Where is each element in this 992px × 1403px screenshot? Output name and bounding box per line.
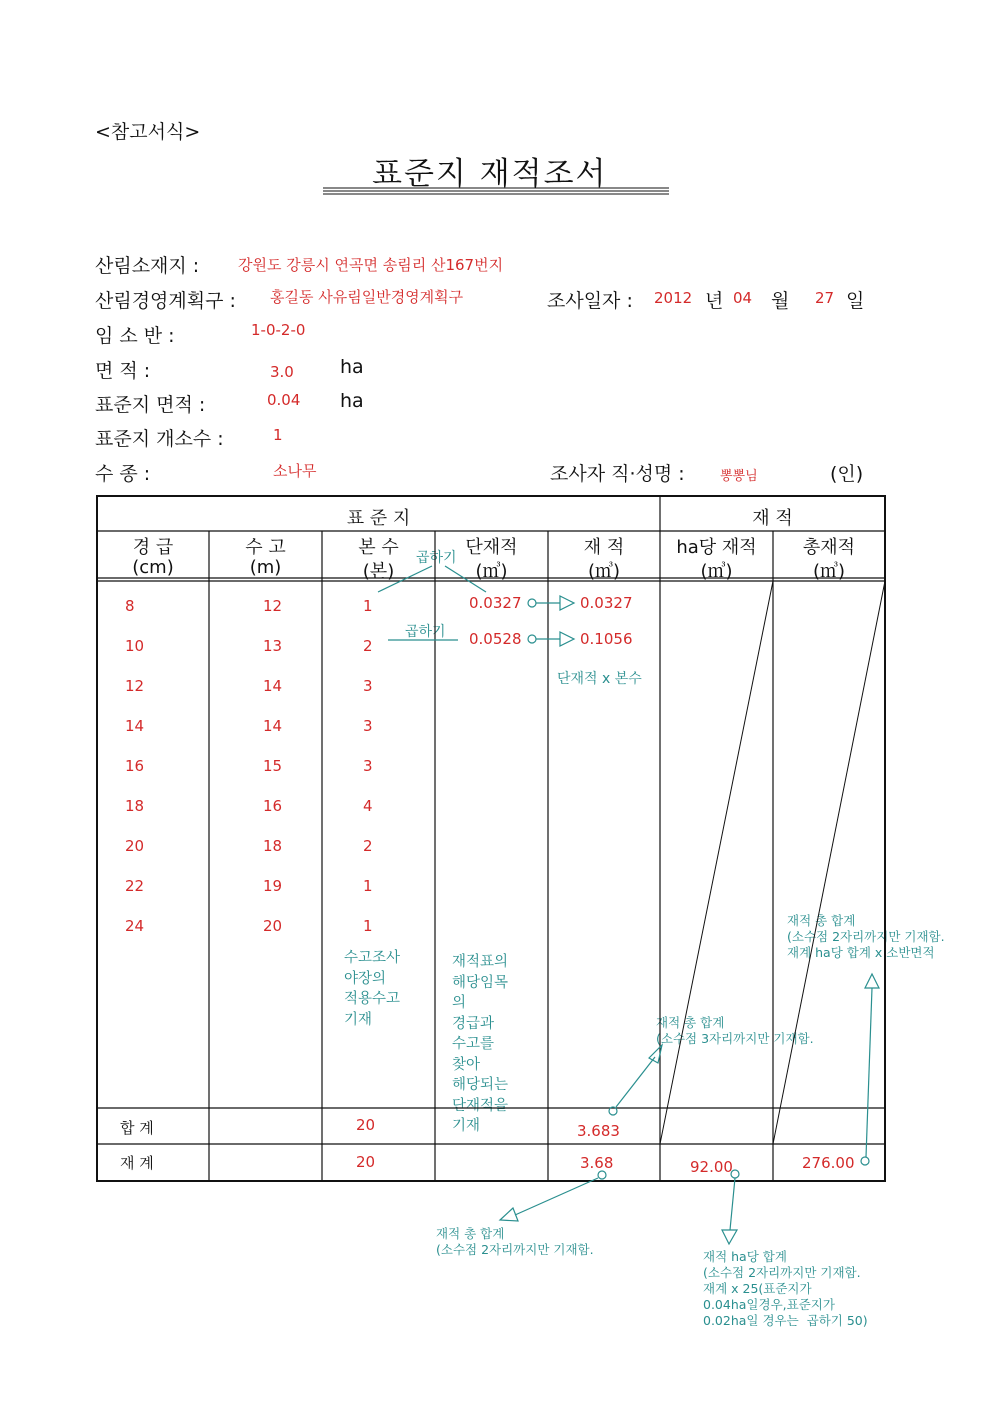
area-unit: ha: [340, 356, 364, 378]
final-total-volume: 276.00: [802, 1154, 855, 1172]
plot-count-label: 표준지 개소수 :: [95, 428, 224, 450]
count-cell: 1: [363, 917, 373, 935]
per-ha-note: 재적 ha당 합계 (소수점 2자리까지만 기재함. 재계 x 25(표준지가 0.04ha일경우,표준지가 0.02ha일 경우는 곱하기 50): [703, 1249, 868, 1328]
final-count: 20: [356, 1153, 376, 1171]
col-unit-count: (본): [362, 561, 395, 582]
unit-volume-cell: 0.0327: [469, 594, 522, 612]
unit-volume-source-note: 재적표의 해당임목 의 경급과 수고를 찾아 해당되는 단재적을 기재: [452, 954, 509, 1134]
col-unit-per-ha: (㎥): [700, 561, 733, 582]
volume-cell: 0.0327: [580, 594, 633, 612]
dbh-cell: 18: [125, 797, 145, 815]
final-per-ha: 92.00: [690, 1158, 733, 1176]
dbh-cell: 22: [125, 877, 145, 895]
height-cell: 18: [263, 837, 283, 855]
title-underline: [323, 188, 669, 194]
plot-area-unit: ha: [340, 390, 364, 412]
total-volume-note: 재적 총 합계 (소수점 3자리까지만 기재함.: [656, 1015, 814, 1046]
col-unit-dbh: (cm): [132, 557, 174, 578]
unit-volume-cell: 0.0528: [469, 630, 522, 648]
total-row-label: 합 계: [120, 1119, 154, 1137]
survey-day: 27: [815, 289, 835, 307]
survey-month: 04: [733, 289, 753, 307]
col-unit-total-volume: (㎥): [812, 561, 846, 582]
area-value: 3.0: [270, 363, 294, 381]
grand-total-note: 재적 총 합계 (소수점 2자리까지만 기재함. 재계 ha당 합계 x 소반면적: [787, 913, 945, 960]
seal-label: (인): [830, 463, 864, 485]
dbh-cell: 12: [125, 677, 145, 695]
count-cell: 1: [363, 597, 373, 615]
height-cell: 16: [263, 797, 283, 815]
col-unit-unit-volume: (㎥): [475, 561, 508, 582]
survey-year: 2012: [654, 289, 693, 307]
group-header-volume: 재 적: [752, 508, 793, 529]
dbh-cell: 16: [125, 757, 145, 775]
species-value: 소나무: [273, 462, 317, 480]
multiply-note-2: 곱하기: [405, 624, 446, 640]
count-cell: 1: [363, 877, 373, 895]
unit-times-count-note: 단재적 x 본수: [557, 671, 642, 687]
count-cell: 4: [363, 797, 373, 815]
day-label: 일: [846, 290, 865, 312]
plot-area-label: 표준지 면적 :: [95, 394, 206, 416]
count-cell: 2: [363, 837, 373, 855]
height-cell: 14: [263, 717, 283, 735]
reference-form-label: <참고서식>: [95, 121, 201, 143]
total-count: 20: [356, 1116, 376, 1134]
survey-date-label: 조사일자 :: [547, 290, 633, 312]
final-row-label: 재 계: [120, 1154, 154, 1172]
plan-label: 산림경영계획구 :: [95, 290, 236, 312]
dbh-cell: 24: [125, 917, 145, 935]
col-header-count: 본 수: [358, 537, 399, 558]
species-label: 수 종 :: [95, 463, 151, 485]
plan-value: 홍길동 사유림일반경영계획구: [270, 288, 464, 306]
plot-area-value: 0.04: [267, 391, 301, 409]
location-value: 강원도 강릉시 연곡면 송림리 산167번지: [238, 256, 504, 274]
multiply-note-1: 곱하기: [416, 550, 457, 566]
forest-unit-label: 임 소 반 :: [95, 325, 175, 347]
group-header-standard: 표 준 지: [346, 508, 411, 529]
count-cell: 2: [363, 637, 373, 655]
height-cell: 13: [263, 637, 283, 655]
height-cell: 19: [263, 877, 283, 895]
page-title: 표준지 재적조서: [372, 156, 608, 192]
count-cell: 3: [363, 677, 373, 695]
col-unit-volume: (㎥): [587, 561, 621, 582]
total-volume: 3.683: [577, 1122, 620, 1140]
count-cell: 3: [363, 717, 373, 735]
height-cell: 20: [263, 917, 283, 935]
height-cell: 14: [263, 677, 283, 695]
final-volume-note: 재적 총 합계 (소수점 2자리까지만 기재함.: [436, 1226, 594, 1257]
annotation-connectors: [378, 566, 879, 1244]
table-grid: [97, 496, 885, 1181]
height-cell: 12: [263, 597, 283, 615]
height-cell: 15: [263, 757, 283, 775]
surveyor-value: 뽕뽕님: [720, 469, 758, 484]
col-header-volume: 재 적: [583, 537, 625, 558]
volume-cell: 0.1056: [580, 630, 633, 648]
col-header-height: 수 고: [245, 537, 286, 558]
col-header-total-volume: 총재적: [802, 537, 856, 558]
dbh-cell: 8: [125, 597, 135, 615]
final-volume: 3.68: [580, 1154, 614, 1172]
height-source-note: 수고조사 야장의 적용수고 기재: [344, 950, 401, 1028]
count-cell: 3: [363, 757, 373, 775]
plot-count-value: 1: [273, 426, 283, 444]
dbh-cell: 20: [125, 837, 145, 855]
location-label: 산림소재지 :: [95, 255, 200, 277]
forest-unit-value: 1-0-2-0: [251, 321, 306, 339]
col-header-unit-volume: 단재적: [465, 537, 518, 558]
area-label: 면 적 :: [95, 360, 151, 382]
col-header-dbh: 경 급: [132, 537, 174, 558]
dbh-cell: 14: [125, 717, 145, 735]
col-unit-height: (m): [249, 557, 282, 578]
year-label: 년: [705, 290, 724, 312]
dbh-cell: 10: [125, 637, 145, 655]
month-label: 월: [771, 290, 790, 312]
col-header-per-ha: ha당 재적: [676, 537, 757, 558]
surveyor-label: 조사자 직·성명 :: [550, 463, 685, 485]
